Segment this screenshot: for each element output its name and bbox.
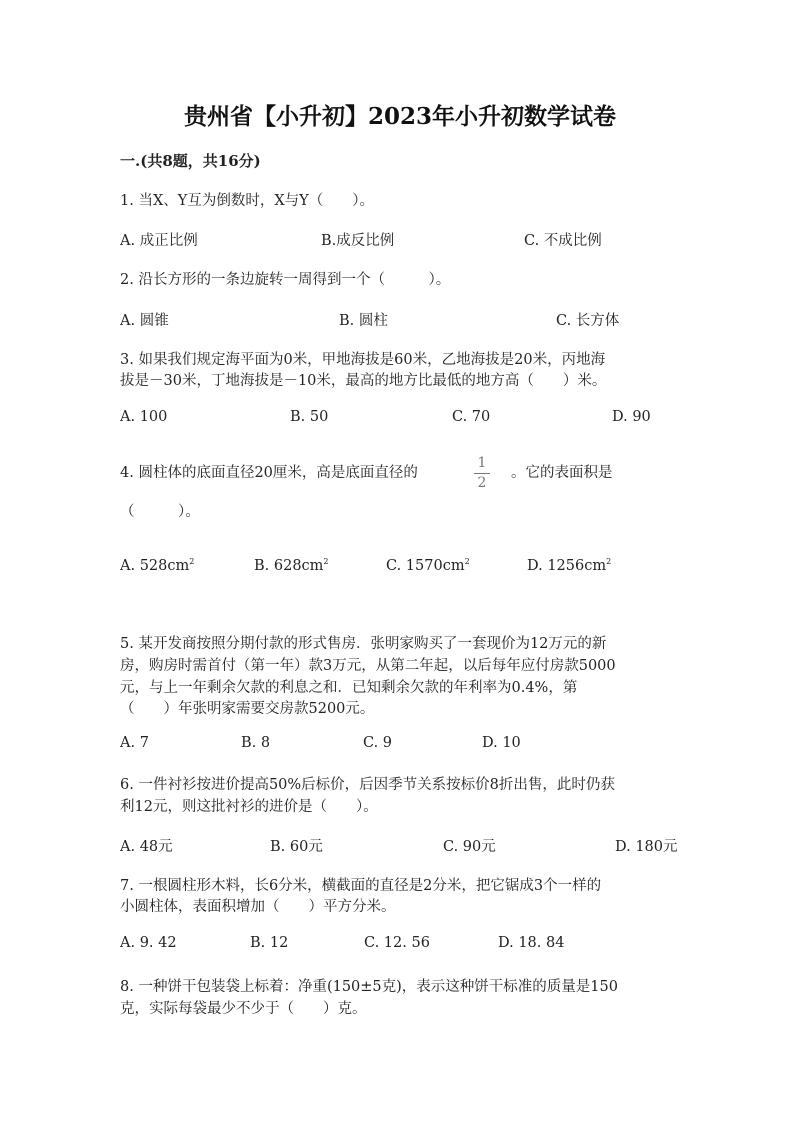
- q4-option-a: A. $528cm^2$: [120, 557, 195, 574]
- section-heading: 一.(共8题，共16分): [120, 152, 261, 170]
- question-2: 2. 沿长方形的一条边旋转一周得到一个（ ）。: [120, 272, 451, 288]
- question-7-line-1: 7. 一根圆柱形木料，长6分米，横截面的直径是2分米，把它锯成3个一样的: [120, 878, 602, 894]
- question-3-line-1: 3. 如果我们规定海平面为0米，甲地海拔是60米，乙地海拔是20米，丙地海: [120, 352, 606, 368]
- q2-option-a: A. 圆锥: [120, 313, 169, 329]
- q3-option-d: D. 90: [612, 409, 651, 425]
- fraction-numerator: 1: [477, 455, 487, 471]
- q5-option-d: D. 10: [482, 735, 521, 751]
- q4-option-c: C. $1570cm^2$: [386, 557, 470, 574]
- q2-option-b: B. 圆柱: [339, 313, 388, 329]
- question-5-line-2: 房，购房时需首付（第一年）款3万元，从第二年起，以后每年应付房款5000: [120, 658, 616, 674]
- question-6-line-2: 利12元，则这批衬衫的进价是（ ）。: [120, 799, 378, 815]
- q3-option-b: B. 50: [290, 409, 329, 425]
- q6-option-c: C. 90元: [443, 839, 496, 855]
- q1-option-a: A. 成正比例: [120, 233, 198, 249]
- q7-option-b: B. 12: [250, 935, 289, 951]
- fraction-one-half: [474, 455, 490, 492]
- question-6-line-1: 6. 一件衬衫按进价提高50%后标价，后因季节关系按标价8折出售，此时仍获: [120, 777, 615, 793]
- q5-option-b: B. 8: [241, 735, 271, 751]
- question-7-line-2: 小圆柱体，表面积增加（ ）平方分米。: [120, 899, 396, 915]
- question-5-line-1: 5. 某开发商按照分期付款的形式售房．张明家购买了一套现价为12万元的新: [120, 636, 607, 652]
- fraction-denominator: 2: [477, 475, 487, 491]
- q7-option-d: D. 18. 84: [498, 935, 565, 951]
- question-4-line-1: 4. 圆柱体的底面直径20厘米，高是底面直径的: [120, 465, 418, 481]
- q2-option-c: C. 长方体: [556, 313, 620, 329]
- q7-option-c: C. 12. 56: [364, 935, 430, 951]
- question-1: 1. 当X、Y互为倒数时，X与Y（ ）。: [120, 193, 374, 209]
- q3-option-c: C. 70: [452, 409, 491, 425]
- q4-option-b: B. $628cm^2$: [254, 557, 329, 574]
- q3-option-a: A. 100: [120, 409, 168, 425]
- q7-option-a: A. 9. 42: [120, 935, 177, 951]
- q4-option-d: D. $1256cm^2$: [527, 557, 612, 574]
- q6-option-d: D. 180元: [615, 839, 678, 855]
- q5-option-c: C. 9: [363, 735, 393, 751]
- question-8-line-1: 8. 一种饼干包装袋上标着：净重(150±5克)，表示这种饼干标准的质量是150: [120, 979, 618, 995]
- question-4-line-1-tail: 。它的表面积是: [511, 465, 613, 481]
- question-4-line-2: （ ）。: [120, 504, 200, 520]
- q1-option-c: C. 不成比例: [524, 233, 602, 249]
- fraction-bar: [474, 473, 490, 474]
- q5-option-a: A. 7: [120, 735, 149, 751]
- q6-option-b: B. 60元: [270, 839, 323, 855]
- q6-option-a: A. 48元: [120, 839, 173, 855]
- question-8-line-2: 克，实际每袋最少不少于（ ）克。: [120, 1001, 367, 1017]
- question-5-line-4: （ ）年张明家需要交房款5200元。: [120, 701, 375, 717]
- q1-option-b: B.成反比例: [321, 233, 395, 249]
- question-5-line-3: 元，与上一年剩余欠款的利息之和．已知剩余欠款的年利率为0.4%，第: [120, 680, 578, 696]
- page-title: 贵州省【小升初】2023年小升初数学试卷: [183, 103, 616, 130]
- question-3-line-2: 拔是－30米，丁地海拔是－10米，最高的地方比最低的地方高（ ）米。: [120, 373, 607, 389]
